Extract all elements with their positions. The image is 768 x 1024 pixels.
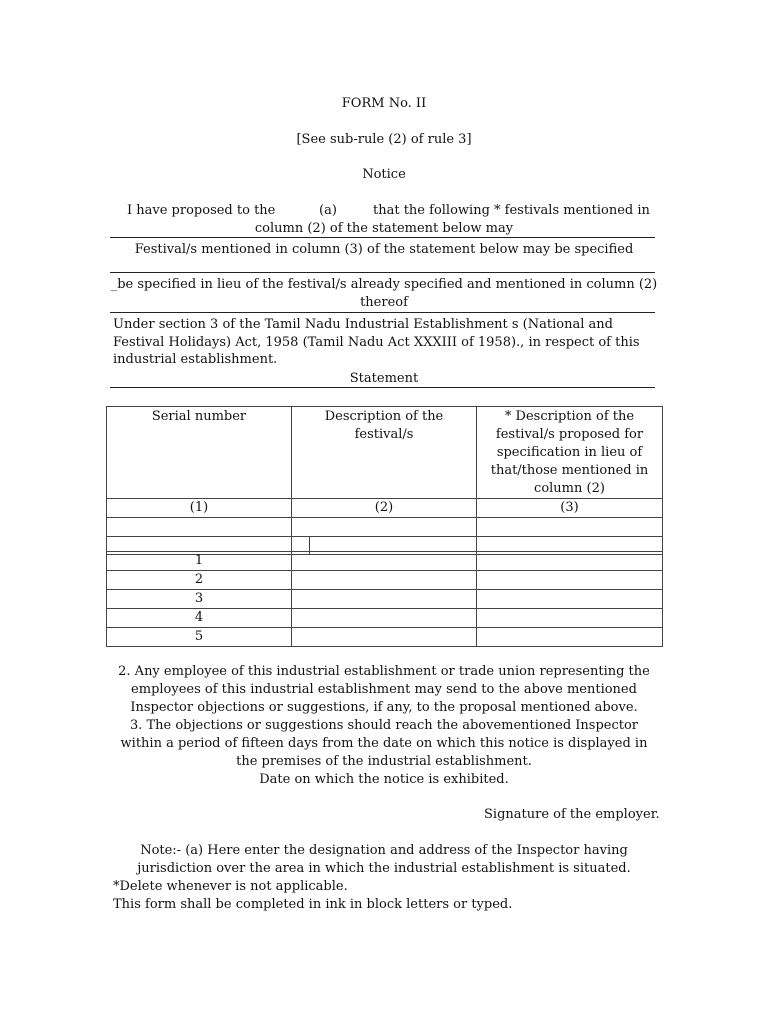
header-festival-description: Description of the festival/s bbox=[292, 407, 477, 499]
intro-text-part2: that the following * festivals mentioned in bbox=[373, 203, 650, 218]
table-cell[interactable] bbox=[477, 552, 663, 571]
divider-rule bbox=[110, 272, 655, 273]
ink-instruction: This form shall be completed in ink in block letters or typed. bbox=[113, 897, 513, 912]
intro-text-part1: I have proposed to the bbox=[127, 203, 276, 218]
section-text: Under section 3 of the Tamil Nadu Industrial Establishment s (National and Festival Holidays) Act, 1958 (Tamil Nadu Act XXXIII of 1958)., in respect of this industrial establishment. bbox=[113, 317, 640, 367]
table-row bbox=[107, 571, 663, 590]
festival-entry-table bbox=[106, 551, 663, 647]
column-number-2: (2) bbox=[292, 499, 477, 518]
table-row bbox=[107, 628, 663, 647]
intro-line-4: _be specified in lieu of the festival/s already specified and mentioned in column (2) bbox=[110, 277, 658, 292]
table-row bbox=[107, 590, 663, 609]
statement-heading: Statement bbox=[349, 371, 419, 386]
table-cell[interactable] bbox=[477, 571, 663, 590]
table-cell[interactable] bbox=[477, 628, 663, 647]
notice-heading: Notice bbox=[362, 167, 406, 182]
statement-table bbox=[106, 406, 663, 555]
serial-number-cell: 3 bbox=[107, 590, 292, 609]
table-cell[interactable] bbox=[292, 590, 477, 609]
paragraph-3: 3. The objections or suggestions should reach the abovementioned Inspector within a period of fifteen days from the date on which this notice is displayed in the premises of the industrial establishment. bbox=[120, 718, 648, 769]
serial-number-cell: 2 bbox=[107, 571, 292, 590]
employer-signature-label: Signature of the employer. bbox=[484, 807, 660, 822]
paragraph-2: 2. Any employee of this industrial establishment or trade union representing the employees of this industrial establishment may send to the above mentioned Inspector objections or suggestions, if any, to the proposal mentioned above. bbox=[118, 664, 650, 715]
table-row bbox=[107, 609, 663, 628]
table-row bbox=[107, 552, 663, 571]
intro-line-5: thereof bbox=[360, 295, 408, 310]
blank-a-marker: (a) bbox=[319, 203, 337, 218]
date-exhibited-line: Date on which the notice is exhibited. bbox=[259, 772, 509, 787]
divider-rule bbox=[110, 312, 655, 313]
form-title: FORM No. II bbox=[341, 96, 427, 111]
table-cell[interactable] bbox=[292, 628, 477, 647]
divider-rule bbox=[110, 237, 655, 238]
table-cell[interactable] bbox=[292, 552, 477, 571]
delete-note: *Delete whenever is not applicable. bbox=[113, 879, 348, 894]
serial-number-cell: 4 bbox=[107, 609, 292, 628]
intro-line-2: column (2) of the statement below may bbox=[254, 221, 514, 236]
table-cell[interactable] bbox=[292, 571, 477, 590]
table-cell[interactable] bbox=[477, 590, 663, 609]
note-a: Note:- (a) Here enter the designation and address of the Inspector having jurisdiction over the area in which the industrial establishment is situated. bbox=[137, 843, 631, 876]
header-serial-number: Serial number bbox=[107, 407, 292, 499]
table-cell[interactable] bbox=[477, 518, 663, 537]
table-cell[interactable] bbox=[107, 518, 292, 537]
divider-rule bbox=[110, 387, 655, 388]
serial-number-cell: 5 bbox=[107, 628, 292, 647]
table-cell[interactable] bbox=[477, 609, 663, 628]
serial-number-cell: 1 bbox=[107, 552, 292, 571]
table-cell[interactable] bbox=[292, 518, 477, 537]
column-number-3: (3) bbox=[477, 499, 663, 518]
subrule-reference: [See sub-rule (2) of rule 3] bbox=[296, 132, 472, 147]
header-proposed-festival: * Description of the festival/s proposed for specification in lieu of that/those mentioned in column (2) bbox=[477, 407, 663, 499]
intro-line-3: Festival/s mentioned in column (3) of the statement below may be specified bbox=[134, 242, 634, 257]
column-number-1: (1) bbox=[107, 499, 292, 518]
table-cell[interactable] bbox=[292, 609, 477, 628]
